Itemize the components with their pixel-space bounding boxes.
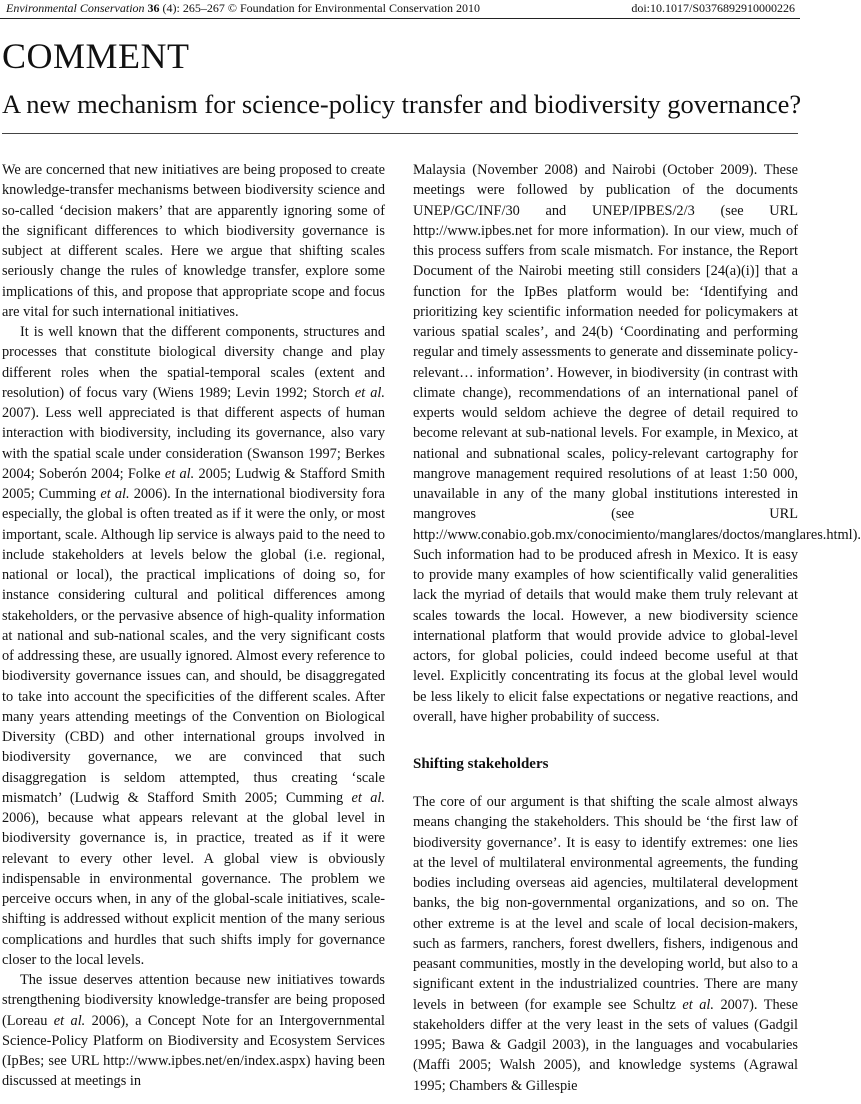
- section-heading: Shifting stakeholders: [413, 756, 549, 772]
- journal-citation: [6, 1, 480, 16]
- journal-name: Environmental Conservation: [6, 1, 145, 15]
- article-title: A new mechanism for science-policy transfer and biodiversity governance?: [2, 89, 802, 119]
- paragraph-stakeholders: The core of our argument is that shifting the scale almost always means changing the stakeholders. This should be ‘the first law of biodiversity governance’. It is easy to identify extremes: one lies at the level of multilateral environmental agreements, the funding bodies including overseas aid agencies, multilateral development banks, the big non-governmental organizations, and so on. The other extreme is at the level and scale of local decision-makers, such as farmers, ranchers, forest dwellers, fishers, indigenous and peasant communities, mostly in the developing world, but also to a significant extent in the industrialized countries. There are many levels in between (for example see Schultz et al. 2007). These stakeholders differ at the very least in the sets of values (Gadgil 1995; Bawa & Gadgil 2003), in the languages and vocabularies (Maffi 2005; Walsh 2005), and knowledge systems (Agrawal 1995; Chambers & Gillespie: [413, 794, 798, 1094]
- paragraph-meetings: Malaysia (November 2008) and Nairobi (October 2009). These meetings were followed by publication of the documents UNEP/GC/INF/30 and UNEP/IPBES/2/3 (see URL http://www.ipbes.net for more information). In our view, much of this process suffers from scale mismatch. For instance, the Report Document of the Nairobi meeting still considers [24(a)(i)] that a function for the IpBes platform would be: ‘Identifying and prioritizing key scientific information needed for policymakers at various spatial scales’, and 24(b) ‘Coordinating and performing regular and timely assessments to generate and disseminate policy-relevant… information’. However, in biodiversity (in contrast with climate change), recommendations of an international panel of experts would seldom achieve the degree of detail required to become relevant at sub-national levels. For example, in Mexico, at national and subnational scales, policy-relevant cartography for mangrove management required resolutions of at least 1:50 000, unavailable in any of the many global institutions interested in mangroves (see URL http://www.conabio.gob.mx/conocimiento/manglares/doctos/manglares.html). Such information had to be produced afresh in Mexico. It is easy to provide many examples of how scientifically valid generalities lack the myriad of details that would make them truly relevant at scales towards the local. However, a new biodiversity science international platform that would provide advice to global-level actors, for global policies, could indeed become useful at that level. Explicitly concentrating its focus at the global level would be less likely to elicit false expectations or negative reactions, and overall, have higher probability of success.: [413, 162, 861, 725]
- running-header: [0, 0, 800, 20]
- issue-pages: (4): 265–267 © Foundation for Environmental Conservation 2010: [162, 1, 480, 15]
- left-column: [2, 160, 385, 1092]
- right-column: [413, 160, 861, 1096]
- paragraph-intro: We are concerned that new initiatives are being proposed to create knowledge-transfer mechanisms between biodiversity science and so-called ‘decision makers’ that are apparently ignoring some of the significant differences to which biodiversity governance is subject at different scales. Here we argue that shifting scales seriously change the rules of knowledge transfer, explore some implications of this, and propose that appropriate scope and focus are vital for such international initiatives.: [2, 162, 385, 320]
- paragraph-scales: It is well known that the different components, structures and processes that constitute biological diversity change and play different roles when the spatial-temporal scales (extent and resolution) of focus vary (Wiens 1989; Levin 1992; Storch et al. 2007). Less well appreciated is that different aspects of human interaction with biodiversity, including its governance, also vary with the spatial scale under consideration (Swanson 1997; Berkes 2004; Soberón 2004; Folke et al. 2005; Ludwig & Stafford Smith 2005; Cumming et al. 2006). In the international biodiversity fora especially, the global is often treated as if it were the only, or most important, scale. Although lip service is always paid to the need to include stakeholders at levels below the global (i.e. regional, national or local), the practical implications of doing so, for instance considering cultural and political differences among stakeholders, or the pervasive absence of high-quality information at national and sub-national scales, and the very significant costs of addressing these, are usually ignored. Almost every reference to biodiversity governance issues can, and should, be disaggregated to take into account the specificities of the different scales. After many years attending meetings of the Convention on Biological Diversity (CBD) and other international groups involved in biodiversity governance, we are convinced that such disaggregation is seldom attempted, thus creating ‘scale mismatch’ (Ludwig & Stafford Smith 2005; Cumming et al. 2006), because what appears relevant at the global level in biodiversity governance is, in practice, treated as if it were relevant to every other level. A global view is obviously indispensable in environmental governance. The problem we perceive occurs when, in any of the global-scale initiatives, scale-shifting is addressed without explicit mention of the many serious complications and hurdles that such shifts imply for governance closer to the local levels.: [2, 324, 386, 968]
- journal-volume: 36: [147, 1, 160, 15]
- header-rule: [0, 18, 800, 19]
- doi: doi:10.1017/S0376892910000226: [631, 1, 795, 15]
- title-rule: [2, 133, 798, 134]
- paragraph-initiatives: The issue deserves attention because new initiatives towards strengthening biodiversity knowledge-transfer are being proposed (Loreau et al. 2006), a Concept Note for an Intergovernmental Science-Policy Platform on Biodiversity and Ecosystem Services (IpBes; see URL http://www.ipbes.net/en/index.aspx) having been discussed at meetings in: [2, 972, 385, 1090]
- section-label: COMMENT: [2, 36, 190, 76]
